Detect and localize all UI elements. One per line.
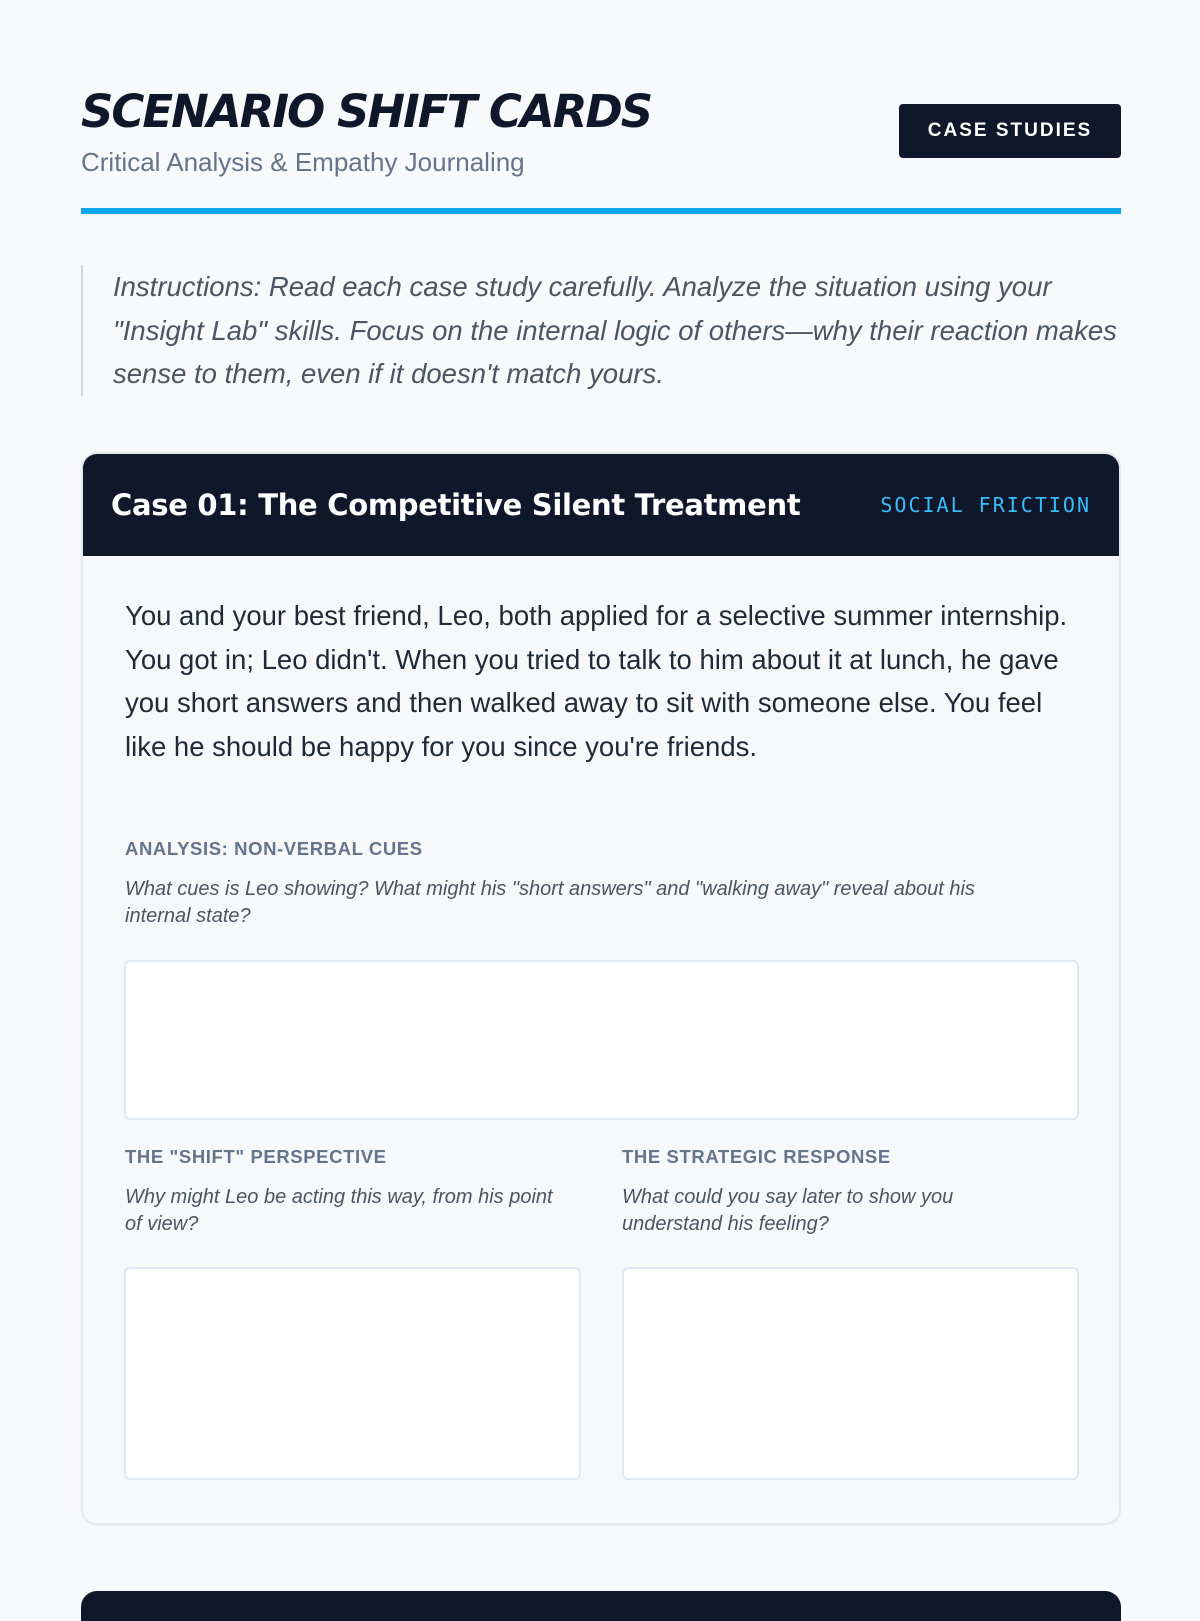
page-header	[81, 0, 1121, 214]
strategic-response-prompt: What could you say later to show you understand his feeling?	[622, 1186, 954, 1235]
analysis-label: ANALYSIS: NON-VERBAL CUES	[125, 838, 423, 859]
case-scenario-text: You and your best friend, Leo, both applied for a selective summer internship. You got in; Leo didn't. When you tried to talk to him about it at lunch, he gave you short answers and then walked away to sit with someone else. You feel like he should be happy for you since you're friends.	[125, 600, 1068, 762]
analysis-prompt: What cues is Leo showing? What might his "short answers" and "walking away" reveal about his internal state?	[125, 878, 975, 927]
next-case-card-header	[81, 1591, 1121, 1621]
worksheet-page	[81, 0, 1121, 1235]
instructions-quote: Instructions: Read each case study carefully. Analyze the situation using your "Insight Lab" skills. Focus on the internal logic of others—why their reaction makes sense to them, even if it doesn't match yours.	[81, 265, 1121, 396]
shift-perspective-prompt: Why might Leo be acting this way, from his point of view?	[125, 1186, 553, 1235]
shift-perspective-label: THE "SHIFT" PERSPECTIVE	[125, 1146, 387, 1167]
strategic-response-label: THE STRATEGIC RESPONSE	[622, 1146, 891, 1167]
case-title: Case 01: The Competitive Silent Treatment	[111, 488, 801, 522]
case-studies-badge: CASE STUDIES	[899, 104, 1121, 158]
header-divider	[81, 208, 1121, 214]
analysis-answer-field[interactable]	[124, 960, 1079, 1120]
case-category-tag: SOCIAL FRICTION	[880, 493, 1091, 517]
case-card	[81, 452, 1121, 1525]
case-card-header	[83, 454, 1119, 556]
shift-perspective-answer-field[interactable]	[124, 1267, 581, 1480]
page-title: SCENARIO SHIFT CARDS	[81, 85, 652, 138]
strategic-response-answer-field[interactable]	[622, 1267, 1079, 1480]
page-subtitle: Critical Analysis & Empathy Journaling	[81, 147, 525, 177]
